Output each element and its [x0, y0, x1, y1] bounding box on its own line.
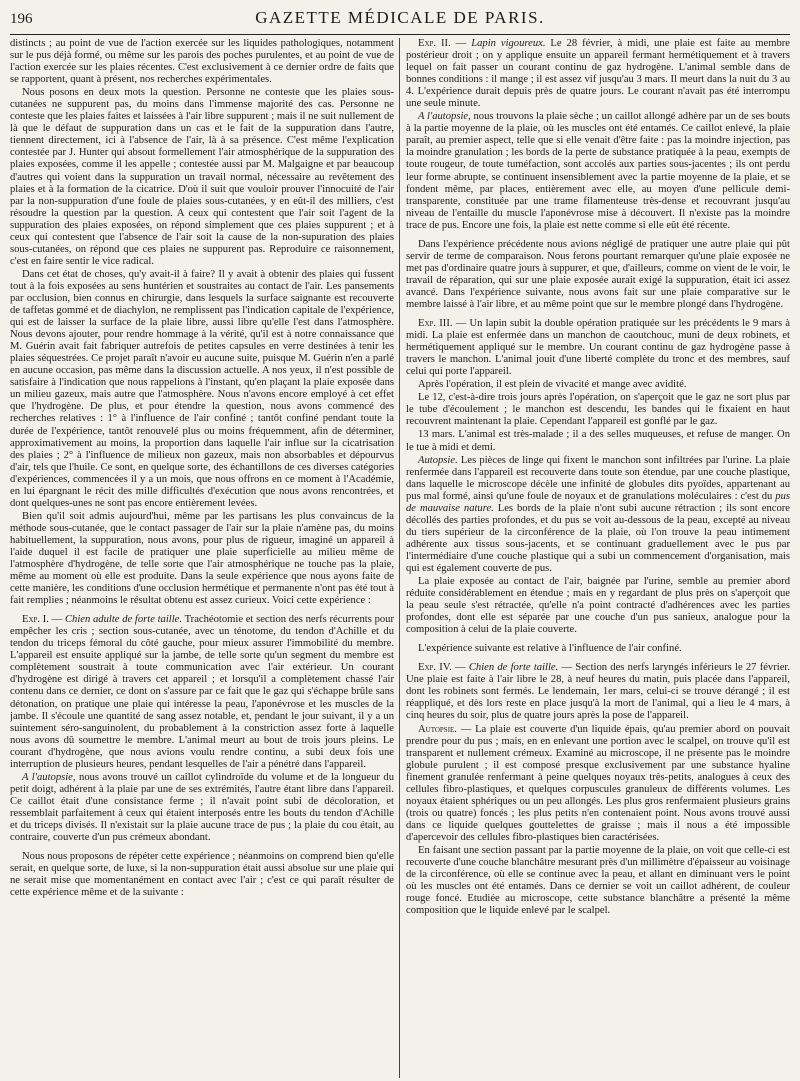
autopsy-label: Autopsie.	[418, 454, 458, 466]
paragraph: Bien qu'il soit admis aujourd'hui, même par les partisans les plus convaincus de la méthode sous-cutanée, que le contact passager de l'air sur la plaie n'amène pas, du moins habituellement, la suppuration, nous avons, pour plus de rigueur, imaginé un appareil à l'aide duquel il est facile de pratiquer une plaie superficielle au milieu même de l'atmosphère d'hydrogène, de telle sorte que l'air atmosphérique ne touche pas la plaie, même au moment où elle est produite. Dans la seule expérience que nous ayons faite de cette manière, les conditions d'une occlusion hermétique et permanente n'ont pas été tout à fait remplies ; néanmoins le résultat obtenu est assez curieux. Voici cette expérience :	[10, 510, 394, 607]
experiment-text: Le 28 février, à midi, une plaie est faite au membre postérieur droit ; on y applique ensuite un appareil fermant hermétiquement et à travers lequel on fait passer un courant continu de gaz hydrogène. L'animal semble dans de bonnes conditions : il mange ; il est assez vif jusqu'au 3 mars. Il meurt dans la nuit du 3 au 4. L'expérience durait depuis près de quatre jours. Le courant n'avait pas été interrompu une seule minute.	[406, 38, 790, 110]
right-column	[406, 38, 790, 917]
experiment-1	[10, 614, 394, 771]
experiment-text: Trachéotomie et section des nerfs récurrents pour empêcher les cris ; section sous-cutanée, avec un ténotome, du tendon d'Achille et du tendon du triceps fémoral du côté gauche, pour mieux assurer l'immobilité du membre. L'appareil est ensuite appliqué sur la jambe, de telle sorte qu'un segment du membre est complètement soustrait à toute communication avec l'air extérieur. Un courant d'hydrogène est dirigé à travers cet appareil ; et lorsqu'il a complètement chassé l'air contenu dans ce dernier, ce dont on s'assure par ce fait que le gaz qui s'échappe brûle sans détonation, on pratique une plaie qui intéresse la peau, l'aponévrose et les muscles de la jambe. Il s'écoule une quantité de sang assez notable, et, pendant le jour suivant, il y a un suintement séro-sanguinolent, du probablement à la constriction assez forte à laquelle nous avons dû soumettre le membre. L'animal meurt au bout de trois jours pleins. Le courant d'hydrogène, que nous avions voulu rendre continu, a subi deux fois une interruption de plusieurs heures, pendant lesquelles de l'air a pénétré dans l'appareil.	[10, 614, 394, 770]
experiment-text: Un lapin subit la double opération pratiquée sur les précédents le 9 mars à midi. La plaie est enfermée dans un manchon de caoutchouc, muni de deux robinets, et hermétiquement appliqué sur le membre. Un courant continu de gaz hydrogène passe à travers le manchon. L'animal jouit d'une liberté complète du tronc et des membres, sauf celui qui porte l'appareil.	[406, 318, 790, 378]
paragraph: distincts ; au point de vue de l'action exercée sur les liquides pathologiques, notamment sur le pus déjà formé, ou même sur les parois des poches purulentes, et au point de vue de l'action exercée sur les plaies récentes. C'est exclusivement à ce dernier ordre de faits que se rapportent, quant à présent, nos recherches expérimentales.	[10, 38, 394, 86]
autopsy-paragraph	[406, 455, 790, 575]
paragraph: La plaie exposée au contact de l'air, baignée par l'urine, semble au premier abord réduite considérablement en étendue ; mais en y regardant de plus près on s'aperçoit que la peau seule s'est rétractée, qu'elle n'a point contracté d'adhérences avec les parties profondes, dont elle est séparée par une couche d'un pus sanieux, analogue pour la composition à celui de la plaie couverte.	[406, 576, 790, 636]
paragraph: L'expérience suivante est relative à l'influence de l'air confiné.	[418, 643, 682, 655]
experiment-label: Exp. III. —	[418, 318, 467, 330]
autopsy-label: A l'autopsie,	[22, 771, 76, 783]
experiment-title: Lapin vigoureux.	[471, 38, 546, 49]
paragraph: Le 12, c'est-à-dire trois jours après l'opération, on s'aperçoit que le gaz ne sort plus par le tube d'écoulement ; le manchon est descendu, les bandes qui le fixaient en haut recouvrent maintenant la plaie. Cependant l'appareil est gonflé par le gaz.	[406, 392, 790, 428]
experiment-4	[406, 662, 790, 722]
paragraph: Après l'opération, il est plein de vivacité et mange avec avidité.	[418, 379, 687, 391]
autopsy-text: Les pièces de linge qui fixent le manchon sont infiltrées par l'urine. La plaie renfermée dans l'appareil est recouverte dans toute son étendue, par une couche plastique, dans laquelle le microscope décèle une infinité de globules dits pyoïdes, appartenant au pus mal formé, ainsi qu'une foule de noyaux et de granulations moléculaires : c'est du	[406, 454, 790, 502]
left-column	[10, 38, 394, 899]
experiment-label: Exp. IV. —	[418, 662, 466, 674]
autopsy-text: — La plaie est couverte d'un liquide épais, qu'au premier abord on pouvait prendre pour du pus ; mais, en en enlevant une portion avec le scalpel, on trouve qu'il est transparent et nullement crémeux. Examiné au microscope, il ne présente pas le moindre globule purulent ; il est composé presque exclusivement par une substance hyaline finement granulée renfermant à peine quelques noyaux très-petits, analogues à ceux des cellules fibro-plastiques, et quelques corpuscules granuleux de différents volumes. Les noyaux étaient sphériques ou un peu allongés. Les plus gros renfermaient plusieurs grains (trois ou quatre) foncés ; les plus petits n'en contenaient point. Nous avons trouvé aussi dans ce liquide quelques gouttelettes de graisse ; mais il nous a été impossible d'apercevoir des cellules fibro-plastiques bien caractérisées.	[406, 723, 790, 843]
page-number: 196	[10, 11, 33, 27]
experiment-label: Exp. II. —	[418, 38, 467, 49]
autopsy-text: nous avons trouvé un caillot cylindroïde du volume et de la longueur du petit doigt, adhérent à la plaie par une de ses extrémités, l'autre étant libre dans l'appareil. Ce caillot était d'une consistance ferme ; il n'avait point subi de décoloration, et ressemblait parfaitement à ceux qui étaient interposés entre les bouts du tendon d'Achille et du triceps divisés. Il n'existait sur la plaie aucune trace de pus ; la plaie du cou était, au contraire, couverte d'un pus crémeux abondant.	[10, 771, 394, 844]
experiment-title: Chien de forte taille.	[468, 662, 559, 674]
text-columns	[10, 38, 790, 1078]
autopsy-label: Autopsie.	[418, 723, 457, 735]
page-header	[10, 8, 790, 35]
paragraph: Nous posons en deux mots la question. Personne ne conteste que les plaies sous-cutanées ne suppurent pas, du moins dans l'immense majorité des cas. Personne ne conteste que les plaies faites et laissées à l'air libre suppurent ; mais il ne suit nullement de là que le défaut de suppuration dans un cas et le fait de la suppuration dans l'autre, tiennent directement, ici à l'absence de l'air, là à sa présence. C'est même l'explication contestée par J. Hunter qui absout formellement l'air atmosphérique de la suppuration des plaies exposées, comme il les appelle ; contestée aussi par M. Malgaigne et par beaucoup d'autres qui voient dans la suppuration un travail normal, nécessaire au revêtement des plaies et à la formation de la cicatrice. D'où il suit que vouloir prouver l'innocuité de l'air par la non-suppuration d'une foule de plaies sous-cutanées, y en eût-il des milliers, c'est résoudre la question par la question. A ceux qui contestent que l'air soit l'agent de la suppuration des plaies exposées, on répond simplement que ces plaies suppurent ; et à ceux qui contestent que l'absence de l'air soit la cause de la non-supuration des plaies sous-cutanées, on répond que ces plaies ne suppurent pas. Reproduire ce raisonnement, c'est en faire sentir le vice radical.	[10, 87, 394, 267]
journal-title: GAZETTE MÉDICALE DE PARIS.	[255, 8, 545, 27]
paragraph: En faisant une section passant par la partie moyenne de la plaie, on voit que celle-ci est recouverte d'une couche blanchâtre mesurant près d'un millimètre d'épaisseur au voisinage de la circonférence, où elle se continue avec la peau, et allant en diminuant vers le point où les muscles ont été entamés. Dans ce dernier se voit un caillot adhérent, de couleur rouge foncé. Etudiée au microscope, cette substance blanchâtre a présenté la même composition que le liquide enlevé par le scalpel.	[406, 845, 790, 917]
experiment-title: Chien adulte de forte taille.	[64, 614, 183, 626]
paragraph: Dans cet état de choses, qu'y avait-il à faire? Il y avait à obtenir des plaies qui fussent tout à la fois exposées au sens huntérien et soustraites au contact de l'air. Les pansements par occlusion, bien connus en chirurgie, dans lesquels la surface saignante est recouverte de taffetas gommé et de diachylon, ne remplissent pas l'indication capitale de l'expérience, qui est de laisser la surface de la plaie libre, aussi libre qu'elle l'est dans l'atmosphère. Nous devons ajouter, pour rendre hommage à la vérité, qu'il est à notre connaissance que M. Guérin avait fait fabriquer autrefois de petites capsules en verre destinées à tenir les plaies séquestrées. Ce projet paraît n'avoir eu aucune suite, puisque M. Guérin n'en a parlé en aucune occasion, pas même dans la discussion actuelle. A nos yeux, il n'est possible de satisfaire à l'indication que nous rappelions à l'instant, qu'en plaçant la plaie exposée dans un milieu gazeux, mais autre que l'atmosphère. Nous n'avons encore employé à cet effet que l'hydrogène. De plus, et pour étendre la question, nous avons commencé des recherches relatives : 1° à l'influence de l'air confiné ; tantôt confiné pendant toute la durée de l'expérience, tantôt renouvelé plus ou moins fréquemment, afin de déterminer, approximativement au moins, la proportion dans laquelle l'air influe sur la cicatrisation des plaies ; 2° à l'influence de milieux non gazeux, mais non absorbables et dépourvus d'air, tels que l'huile. Ce sont, en quelque sorte, des échantillons de ces diverses catégories d'expériences, commencées il y a un mois, que nous offrons en ce moment à l'Académie, en lui épargnant le récit des mille difficultés d'exécution que nous avons rencontrées, et dont quelques-unes ne sont pas encore entièrement levées.	[10, 268, 394, 509]
autopsy-label: A l'autopsie,	[418, 111, 471, 123]
autopsy-text: nous trouvons la plaie sèche ; un caillot allongé adhère par un de ses bouts à la partie moyenne de la plaie, où les muscles ont été entamés. Ce caillot enlevé, la plaie paraît, au premier aspect, telle que si elle venait d'être faite : pas la moindre injection, pas la moindre granulation ; les bords de la perte de substance pratiquée à la peau, exempts de toute rougeur, de toute tuméfaction, sont accolés aux parties sous-jacentes ; ils ont perdu leur forme abrupte, se continuent insensiblement avec la partie moyenne de la plaie, et se fondent même, par places, entièrement avec elle, au moyen d'une pellicule demi-transparente, constituée par une trame filamenteuse très-dense et recouvrant jusqu'au niveau de l'entaille du muscle l'aponévrose mise à découvert. Il n'existe pas la moindre trace de pus. Encore une fois, la plaie est nette comme si elle eût été récente.	[406, 111, 790, 231]
paragraph: 13 mars. L'animal est très-malade ; il a des selles muqueuses, et refuse de manger. On le tue à midi et demi.	[406, 429, 790, 453]
autopsy-paragraph	[10, 772, 394, 844]
autopsy-text-continued: Les bords de la plaie n'ont subi aucune rétraction ; ils sont encore décollés des parties profondes, et du pus se voit au-dessous de la peau, excepté au niveau du tiers supérieur de la circonférence de la plaie, où l'on trouve la peau intimement adhérente aux tissus sous-jacents, et se continuant graduellement avec le pus par l'intermédiaire d'une couche plastique qui a subi un commencement d'organisation, mais qui est également couverte de pus.	[406, 502, 790, 574]
autopsy-emphasis: pus de mauvaise nature.	[406, 490, 790, 514]
column-rule	[399, 38, 400, 1078]
paragraph: Nous nous proposons de répéter cette expérience ; néanmoins on comprend bien qu'elle serait, en quelque sorte, de luxe, si la non-suppuration était aussi absolue sur une plaie qui ne serait mise que momentanément en contact avec l'air ; c'est ce qui paraît résulter de cette expérience même et de la suivante :	[10, 851, 394, 899]
experiment-label: Exp. I. —	[22, 614, 63, 626]
autopsy-paragraph	[406, 111, 790, 231]
autopsy-paragraph	[406, 724, 790, 844]
experiment-3	[406, 318, 790, 378]
paragraph: Dans l'expérience précédente nous avions négligé de pratiquer une autre plaie qui pût servir de terme de comparaison. Nous ferons pourtant remarquer qu'une plaie exposée ne met pas d'ordinaire quatre jours à suppurer, et que, d'ailleurs, comme on vient de le voir, le travail de réparation, qui sur une plaie exposée aurait exigé la suppuration, était ici assez avancé. Dans l'expérience suivante, nous avons fait sur une plaie comparative sur le membre laissé à l'air libre, et au même point que sur le membre plongé dans l'hydrogène.	[406, 238, 790, 310]
experiment-text: — Section des nerfs laryngés inférieurs le 27 février. Une plaie est faite à l'air libre le 28, à neuf heures du matin, puis placée dans l'appareil, dont les robinets sont fermés. Le lendemain, 1er mars, celui-ci se trouve dérangé ; il est réappliqué, et dès lors reste en place jusqu'à la mort de l'animal, qui a lieu le 4 mars, à cinq heures du soir, plus de quatre jours après la pose de l'appareil.	[406, 662, 790, 722]
experiment-2	[406, 38, 790, 110]
